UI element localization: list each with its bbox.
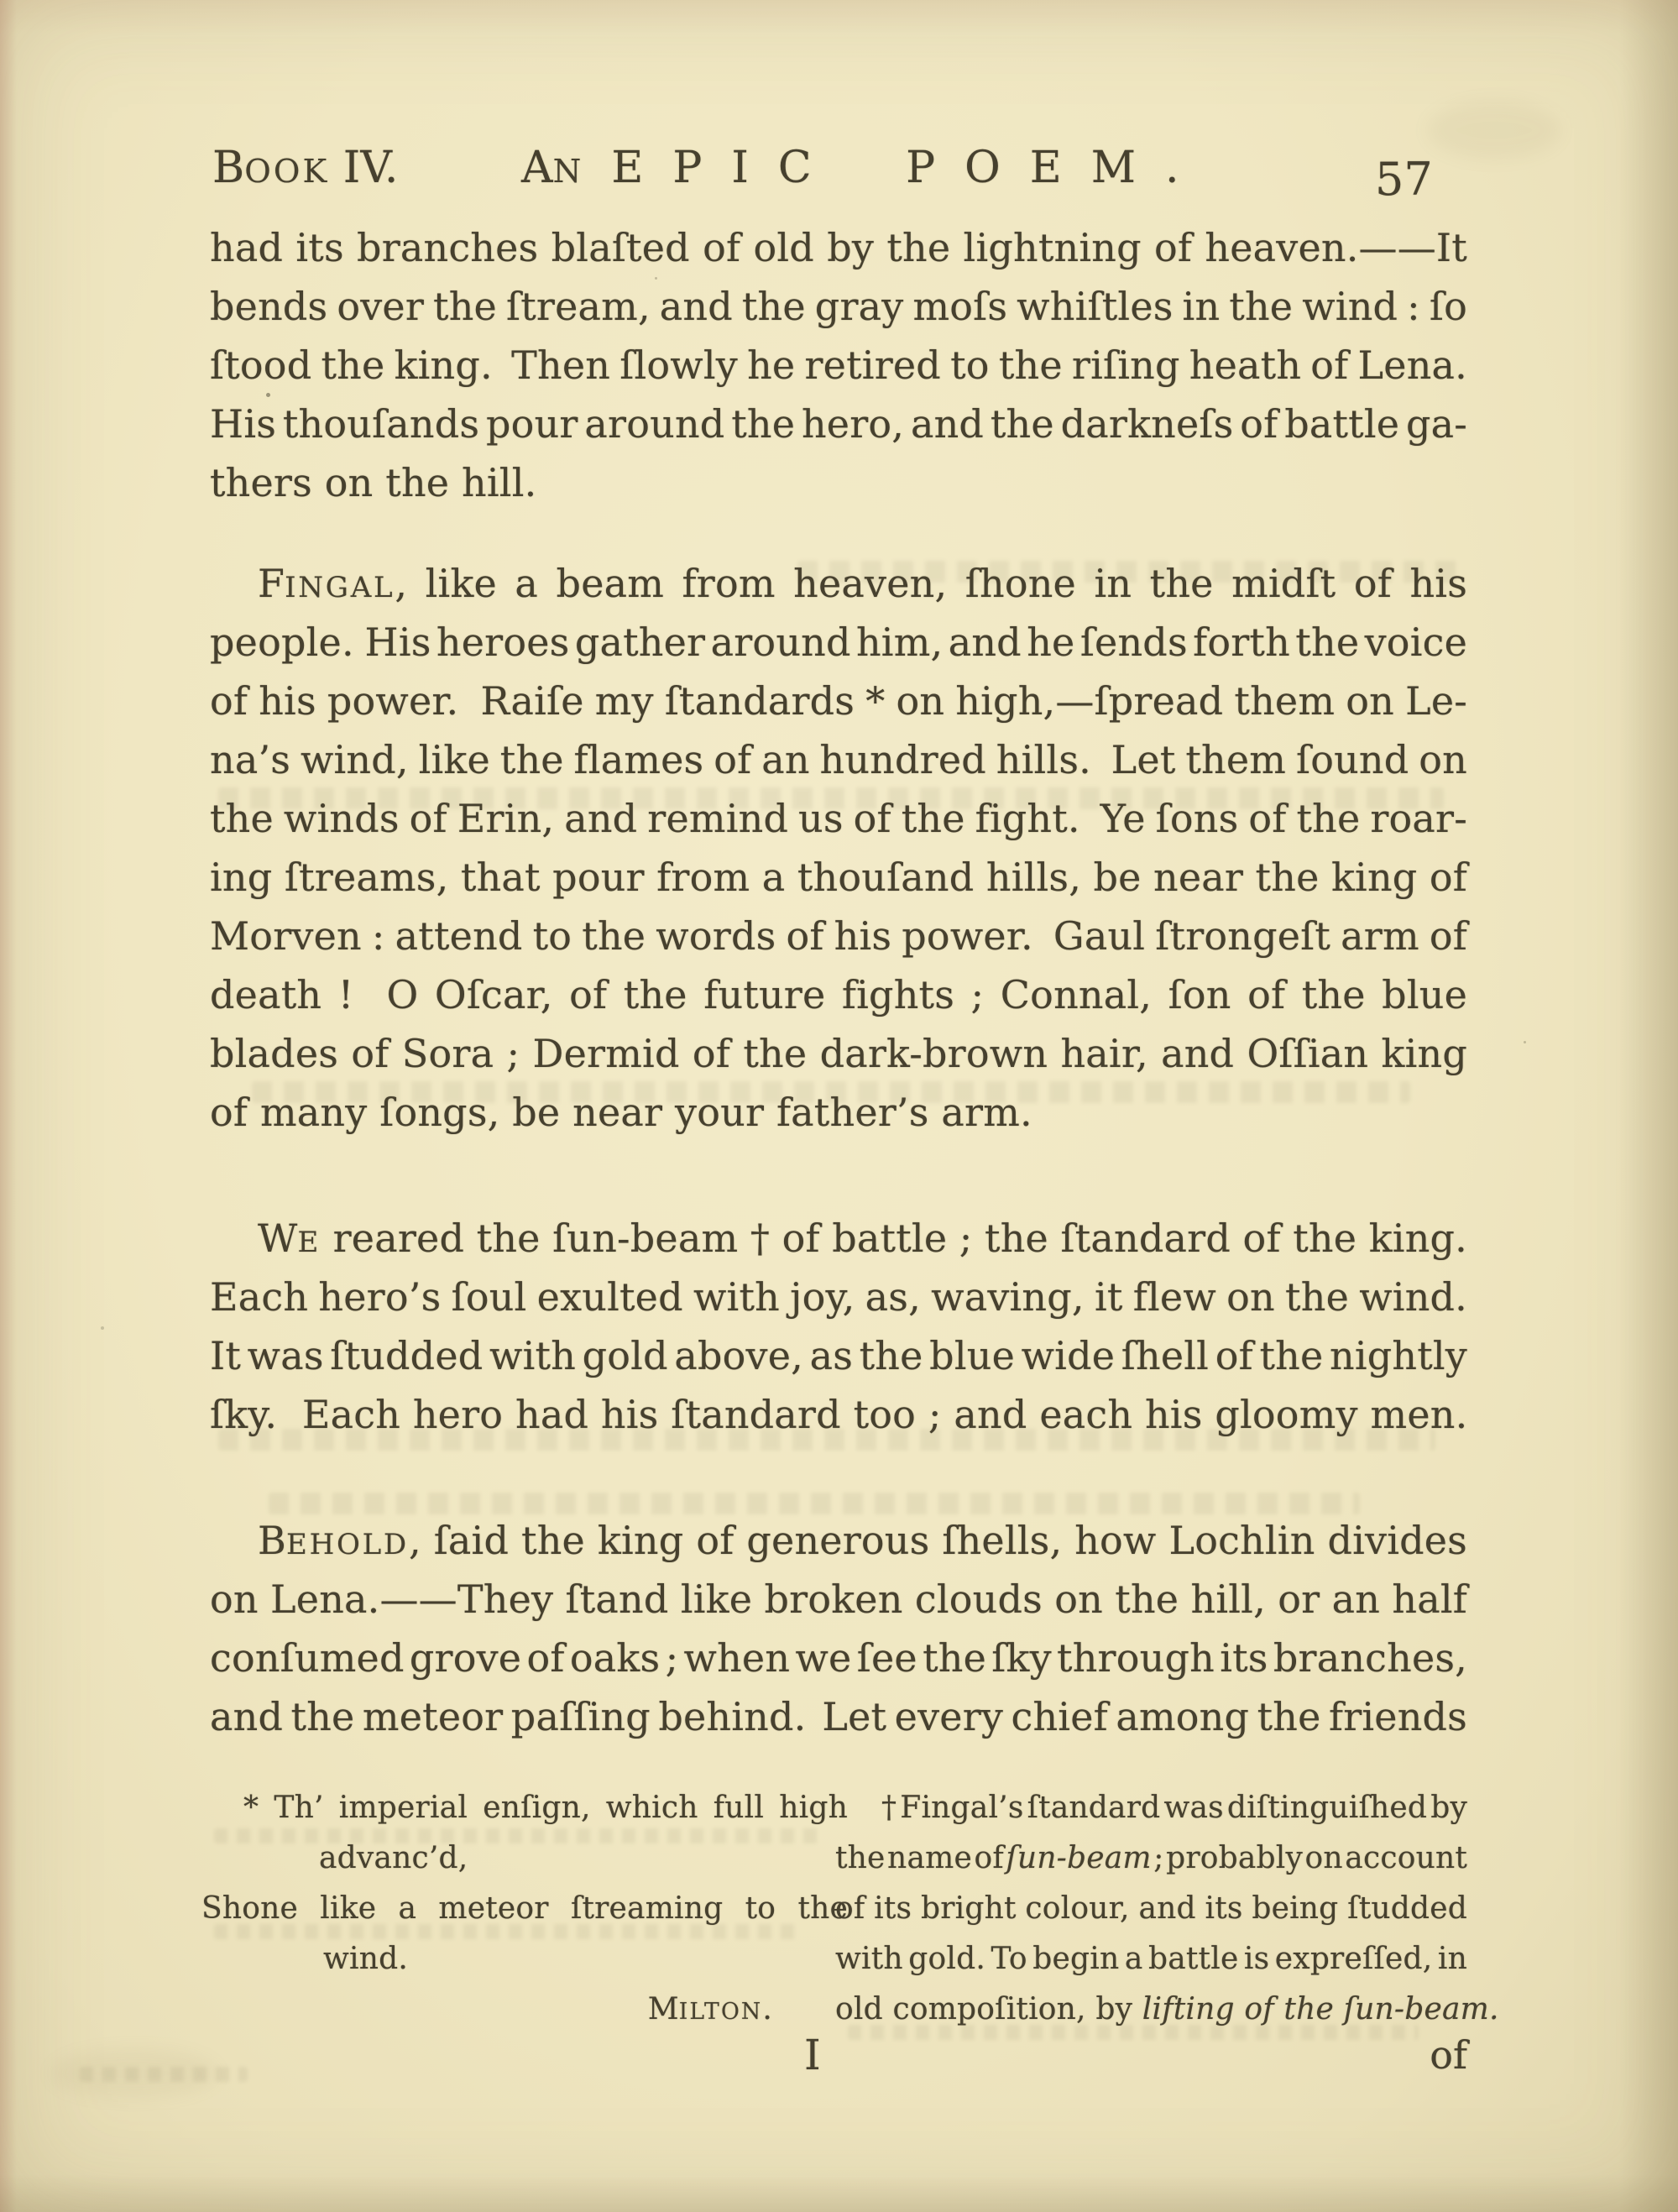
text-run: F [258, 561, 285, 606]
text-line [210, 730, 1467, 789]
text-run: B [212, 143, 245, 193]
text-line [210, 789, 1467, 848]
text-run: † Fingal’s ſtandard was diſtinguiſhed by [881, 1791, 1467, 1825]
text-line-content [210, 1687, 1467, 1746]
text-line [210, 848, 1467, 907]
text-run: advanc’d, [319, 1841, 468, 1875]
text-run: . [762, 1992, 772, 2026]
paper-stain [50, 2048, 218, 2099]
text-line-content [210, 1326, 1467, 1385]
paragraph [210, 554, 1467, 1142]
text-line-content [258, 554, 1467, 617]
paragraph [210, 1209, 1467, 1444]
text-line [201, 1833, 848, 1884]
ink-speck [101, 1326, 104, 1330]
text-line-content [210, 907, 1467, 965]
text-run: INGAL [285, 571, 395, 604]
text-run: of its bright colour, and its being ſtudded [835, 1891, 1467, 1926]
text-line [210, 1268, 1467, 1326]
text-line [835, 1884, 1467, 1934]
text-line [201, 1783, 848, 1833]
text-run: of many ſongs, be near your father’s arm. [210, 1090, 1032, 1135]
text-line [210, 1687, 1467, 1746]
text-run: , like a beam from heaven, ſhone in the midſt of his [395, 561, 1467, 606]
text-line [835, 1783, 1467, 1833]
text-line [210, 336, 1467, 395]
text-line-content [323, 1934, 408, 1985]
text-run: had its branches blaſted of old by the lightning of heaven.——It [210, 225, 1467, 270]
text-line [210, 453, 1467, 512]
text-run: EHOLD [286, 1528, 409, 1561]
text-run: W [258, 1216, 298, 1261]
text-line-content [258, 1511, 1467, 1574]
text-run: His thouſands pour around the hero, and the darkneſs of battle ga- [210, 401, 1467, 447]
text-line-content [210, 1629, 1467, 1687]
text-line [210, 1385, 1467, 1444]
text-run: ; probably on account [1151, 1841, 1468, 1875]
text-line [201, 1985, 848, 2035]
text-run: E [297, 1226, 321, 1259]
text-run: death ! O Oſcar, of the future fights ; Connal, ſon of the blue [210, 972, 1467, 1017]
text-line-content [210, 1268, 1467, 1326]
text-line-content [210, 848, 1467, 907]
text-run: on Lena.——They ſtand like broken clouds on the hill, or an half [210, 1577, 1467, 1622]
text-line [210, 1629, 1467, 1687]
text-run: It was ſtudded with gold above, as the blue wide ſhell of the nightly [210, 1333, 1467, 1378]
text-line [210, 907, 1467, 965]
text-line [835, 1833, 1467, 1884]
text-line-content [881, 1783, 1467, 1833]
text-line [210, 395, 1467, 453]
text-line-content [835, 1985, 1499, 2035]
text-run: old compoſition, by [835, 1992, 1142, 2026]
text-line-content [210, 277, 1467, 336]
page-edge-shadow-top [0, 0, 1678, 34]
text-run: ſtood the king. Then ſlowly he retired to the riſing heath of Lena. [210, 343, 1467, 388]
book-number-label [212, 139, 398, 201]
text-line [835, 1934, 1467, 1985]
text-run: ſun-beam [1006, 1841, 1152, 1875]
text-run: Morven : attend to the words of his power. Gaul ſtrongeſt arm of [210, 913, 1467, 959]
text-line-content [835, 1884, 1467, 1934]
text-line-content [210, 730, 1467, 789]
text-run: wind. [323, 1942, 409, 1976]
text-run: OOK [244, 153, 330, 191]
text-line-content [201, 1884, 848, 1934]
text-line-content [210, 218, 1467, 277]
text-run: the winds of Erin, and remind us of the fight. Ye ſons of the roar- [210, 796, 1467, 841]
text-line [210, 965, 1467, 1024]
text-run [583, 143, 611, 193]
text-line-content [258, 1209, 1467, 1272]
text-line-content [210, 613, 1467, 672]
page-edge-shadow-right [1619, 0, 1678, 2212]
text-line-content [210, 336, 1467, 395]
text-line-content [210, 453, 536, 512]
text-line-content [648, 1985, 772, 2037]
text-line [210, 554, 1467, 613]
text-run: ing ſtreams, that pour from a thouſand hills, be near the king of [210, 855, 1467, 900]
text-run: conſumed grove of oaks ; when we ſee the ſky through its branches, [210, 1635, 1467, 1681]
text-line-content [210, 672, 1467, 730]
text-run: of his power. Raiſe my ſtandards * on high,—ſpread them on Le- [210, 678, 1467, 724]
text-line-content [210, 789, 1467, 848]
text-line [201, 1934, 848, 1985]
text-run: na’s wind, like the flames of an hundred hills. Let them ſound on [210, 737, 1467, 782]
text-run: with gold. To begin a battle is expreſſed, in [835, 1942, 1467, 1976]
text-run: A [521, 143, 553, 193]
paragraph [210, 1511, 1467, 1746]
page-edge-shadow-bottom [0, 2174, 1678, 2212]
text-run: Each hero’s ſoul exulted with joy, as, waving, it flew on the wind. [210, 1274, 1467, 1320]
text-run: ſky. Each hero had his ſtandard too ; and each his gloomy men. [210, 1392, 1468, 1437]
text-line [835, 1985, 1499, 2035]
text-line-content [243, 1783, 848, 1833]
page-header [0, 139, 1678, 206]
text-run: lifting of the ſun-beam. [1142, 1992, 1499, 2026]
text-run: IV. [329, 143, 399, 193]
text-run: and the meteor paſſing behind. Let every chief among the friends [210, 1694, 1467, 1739]
text-line [210, 218, 1467, 277]
page-edge-shadow-left [0, 0, 17, 2212]
text-line [210, 613, 1467, 672]
text-line-content [210, 965, 1467, 1024]
text-run: blades of Sora ; Dermid of the dark-brown hair, and Oſſian king [210, 1031, 1467, 1076]
text-line-content [210, 1385, 1467, 1444]
text-run: the name of [835, 1841, 1006, 1875]
text-line [210, 1326, 1467, 1385]
signature-mark: I [804, 2031, 821, 2079]
text-run: M [647, 1992, 679, 2026]
footnote-column-right [835, 1783, 1499, 2035]
ink-speck [1524, 1041, 1526, 1043]
text-run: * Th’ imperial enſign, which full high [243, 1791, 848, 1825]
footnote-column-left [201, 1783, 848, 2035]
text-line [210, 1209, 1467, 1268]
text-run: , ſaid the king of generous ſhells, how Lochlin divides [408, 1518, 1467, 1563]
paragraph [210, 218, 1467, 512]
text-line [210, 1511, 1467, 1570]
text-line-content [835, 1934, 1467, 1985]
text-line [210, 277, 1467, 336]
text-line-content [210, 1570, 1467, 1629]
text-run: reared the ſun-beam † of battle ; the ſtandard of the king. [321, 1216, 1467, 1261]
text-line [210, 1083, 1467, 1142]
text-line-content [835, 1833, 1467, 1884]
text-line [201, 1884, 848, 1934]
text-run: EPIC POEM. [611, 143, 1209, 193]
text-line [210, 1024, 1467, 1083]
text-line-content [210, 1083, 1032, 1142]
text-line-content [210, 1024, 1467, 1083]
text-line [210, 1570, 1467, 1629]
text-run: Shone like a meteor ſtreaming to the [201, 1891, 848, 1926]
catchword: of [1430, 2032, 1467, 2078]
running-title [521, 139, 1209, 201]
text-line-content [319, 1833, 468, 1884]
text-run: people. His heroes gather around him, and he ſends forth the voice [210, 620, 1467, 665]
text-line [210, 672, 1467, 730]
text-run: ILTON [678, 1999, 763, 2025]
text-run: N [552, 153, 584, 191]
text-run: bends over the ſtream, and the gray moſs whiſtles in the wind : ſo [210, 284, 1467, 329]
text-run: B [258, 1518, 287, 1563]
text-line-content [210, 395, 1467, 453]
page-number: 57 [1375, 153, 1433, 206]
text-run: thers on the hill. [210, 460, 537, 505]
